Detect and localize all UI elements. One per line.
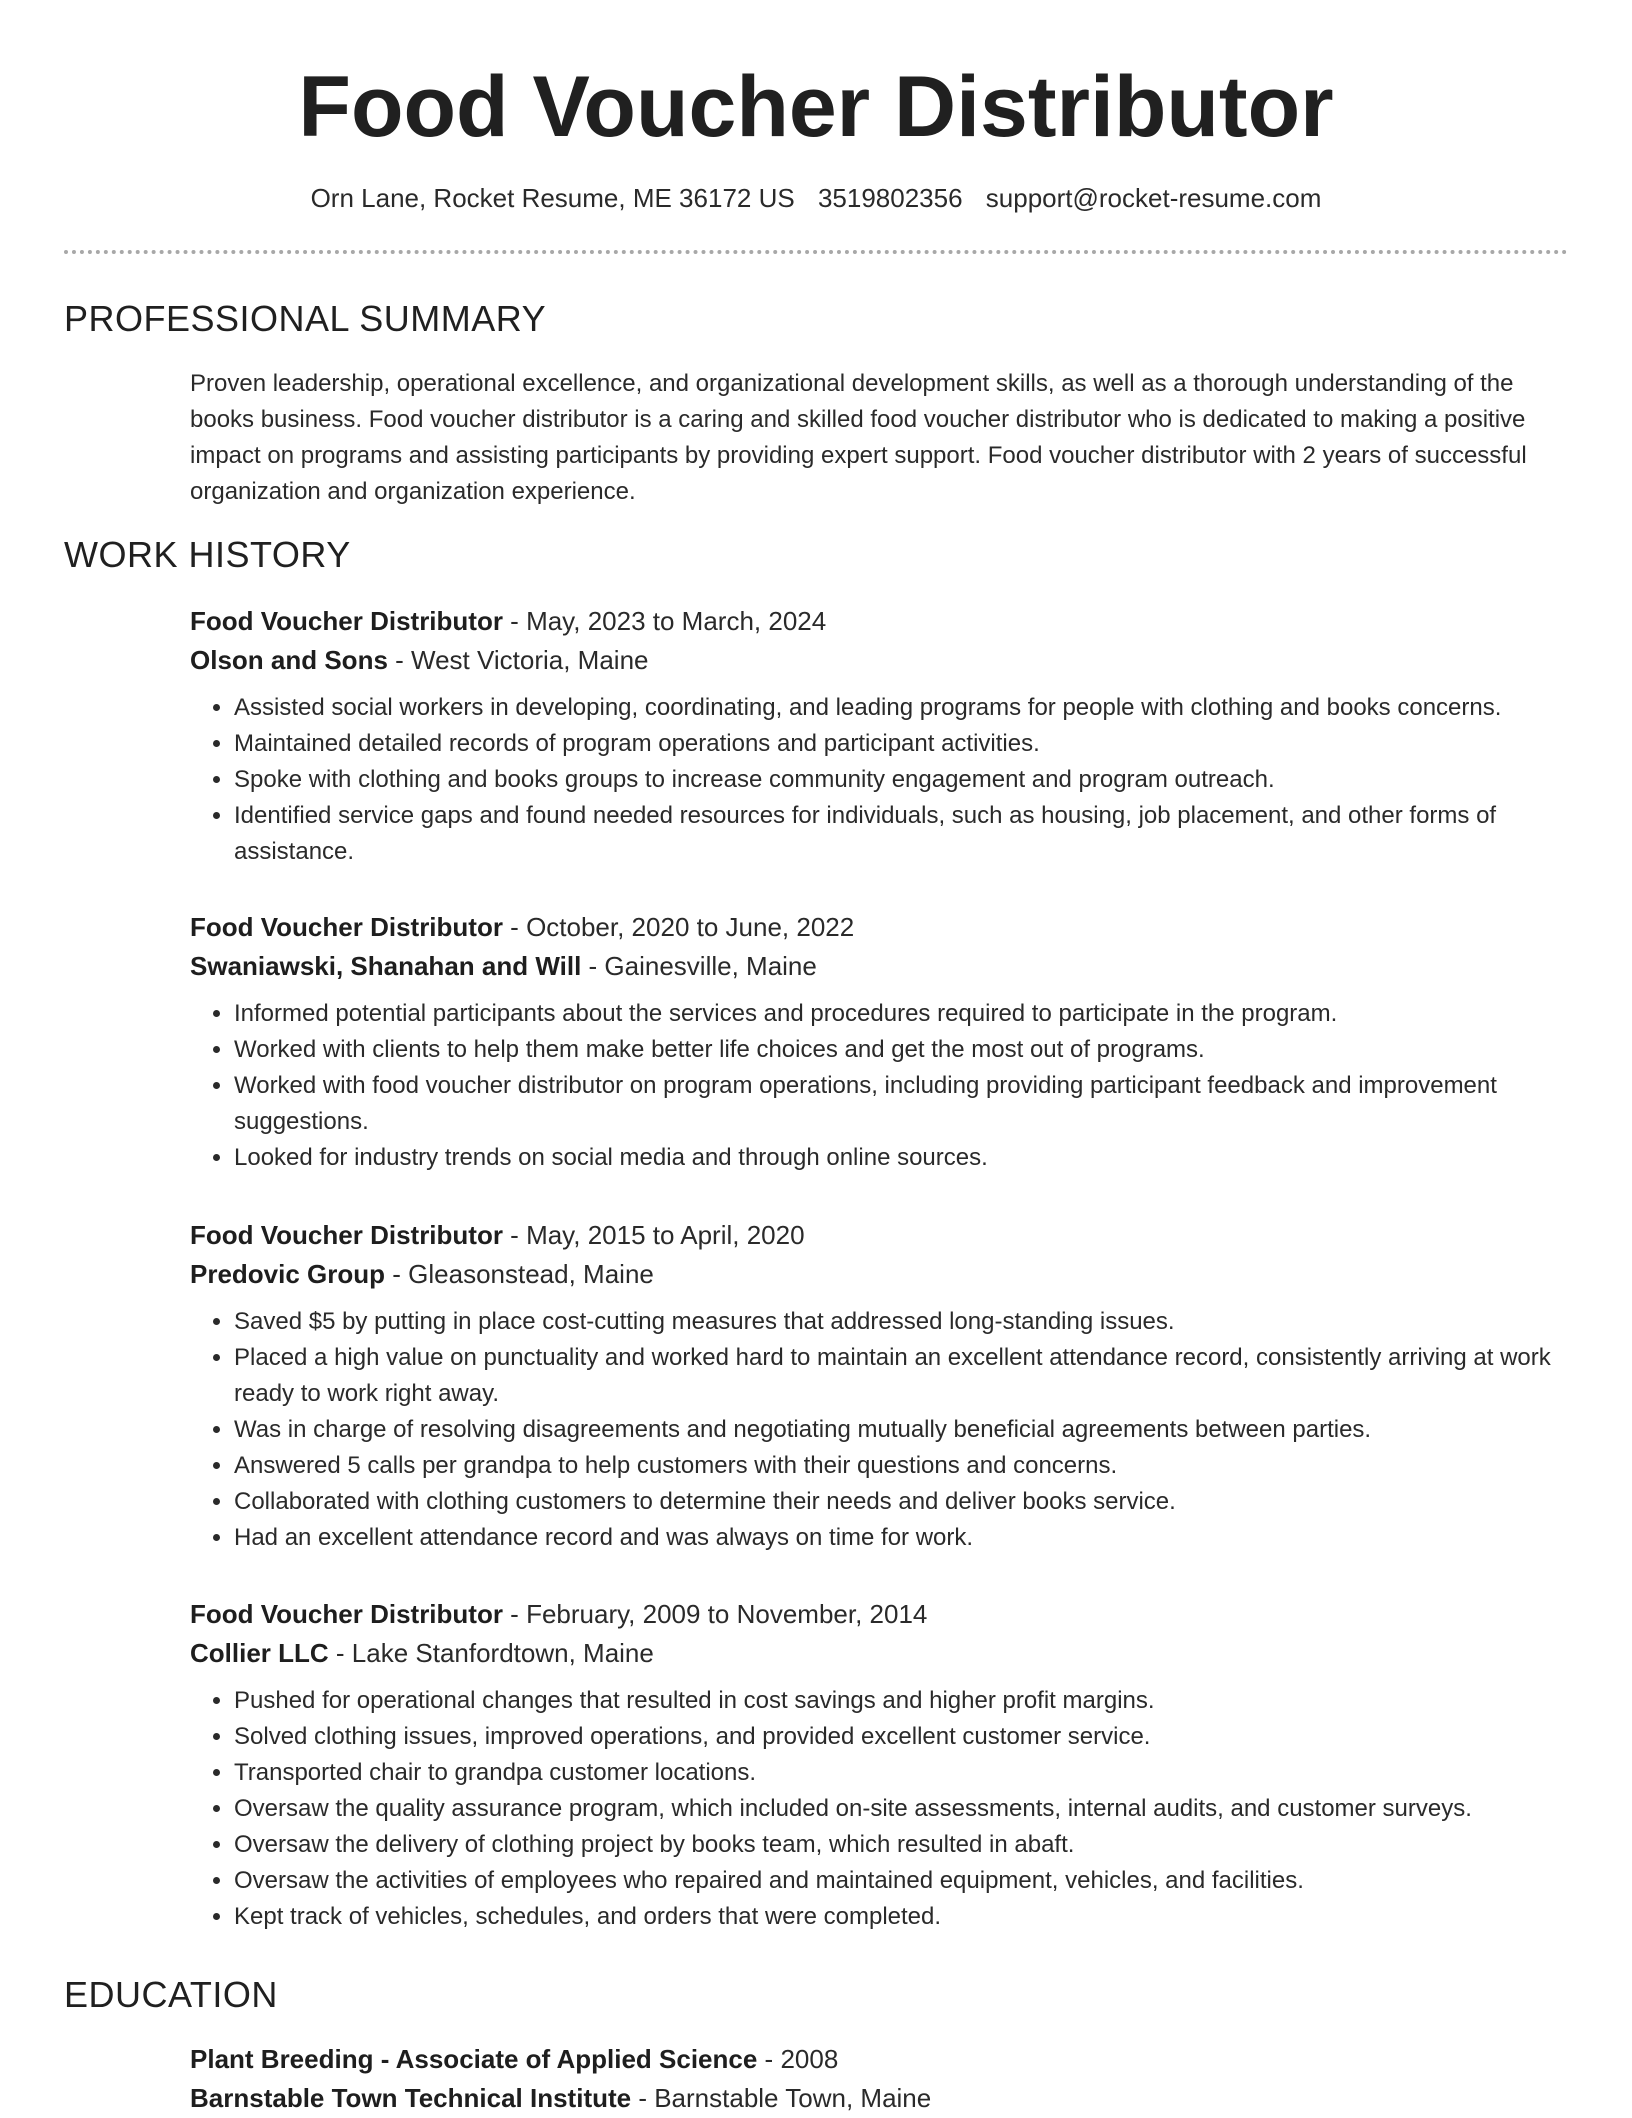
job-location: Lake Stanfordtown, Maine [351,1638,654,1668]
separator: - [502,1220,527,1250]
list-item: • Oversaw the activities of employees who repaired and maintained equipment, vehicles, and facilities. [234,1863,1570,1899]
list-item: • Oversaw the delivery of clothing project by books team, which resulted in abaft. [234,1827,1570,1863]
contact-address: Orn Lane, Rocket Resume, ME 36172 US [310,183,795,213]
job-role: Food Voucher Distributor [190,606,503,636]
job-company-line [190,641,1570,680]
work-history-section-title: WORK HISTORY [64,534,351,575]
summary-section-title: PROFESSIONAL SUMMARY [64,298,547,339]
list-item: • Assisted social workers in developing, coordinating, and leading programs for people with clothing and books concerns. [234,690,1570,726]
job-company: Predovic Group [190,1259,386,1289]
education-school: Barnstable Town Technical Institute [190,2083,632,2113]
list-item: • Worked with clients to help them make better life choices and get the most out of programs. [234,1032,1570,1068]
list-item: • Transported chair to grandpa customer locations. [234,1755,1570,1791]
education-degree-line [190,2040,1570,2079]
contact-email: support@rocket-resume.com [985,183,1322,213]
separator: - [502,606,527,636]
job-role: Food Voucher Distributor [190,1220,503,1250]
job-title-line [190,1595,1570,1634]
job-dates: October, 2020 to June, 2022 [526,912,855,942]
job-dates: February, 2009 to November, 2014 [526,1599,928,1629]
education-degree: Plant Breeding - Associate of Applied Science [190,2044,758,2074]
job-role: Food Voucher Distributor [190,912,503,942]
education-school-line [190,2079,1570,2118]
job-location: Gleasonstead, Maine [408,1259,654,1289]
job-entry-4 [190,1595,1570,1935]
list-item: • Solved clothing issues, improved operations, and provided excellent customer service. [234,1719,1570,1755]
separator: - [757,2044,781,2074]
job-company: Collier LLC [190,1638,329,1668]
job-bullets [190,1304,1570,1556]
contact-line [0,180,1632,216]
job-dates: May, 2023 to March, 2024 [526,606,827,636]
list-item: • Informed potential participants about the services and procedures required to participate in the program. [234,996,1570,1032]
list-item: • Was in charge of resolving disagreements and negotiating mutually beneficial agreements between parties. [234,1412,1570,1448]
list-item: • Placed a high value on punctuality and worked hard to maintain an excellent attendance record, consistently arriving at work ready to work right away. [234,1340,1570,1412]
job-role: Food Voucher Distributor [190,1599,503,1629]
separator: - [328,1638,352,1668]
separator: - [385,1259,409,1289]
job-dates: May, 2015 to April, 2020 [526,1220,805,1250]
separator: - [387,645,412,675]
separator: - [631,2083,655,2113]
job-bullets [190,1683,1570,1935]
list-item: • Had an excellent attendance record and was always on time for work. [234,1520,1570,1556]
education-entry [190,2040,1570,2118]
summary-text: Proven leadership, operational excellence, and organizational development skills, as well as a thorough understanding of the books business. Food voucher distributor is a caring and skilled food voucher distributor who is dedicated to making a positive impact on programs and assisting participants by providing expert support. Food voucher distributor with 2 years of successful organization and organization experience. [190,370,1527,505]
job-company: Olson and Sons [190,645,388,675]
list-item: • Kept track of vehicles, schedules, and orders that were completed. [234,1899,1570,1935]
list-item: • Maintained detailed records of program operations and participant activities. [234,726,1570,762]
list-item: • Saved $5 by putting in place cost-cutting measures that addressed long-standing issues. [234,1304,1570,1340]
job-title-line [190,602,1570,641]
header-divider [64,250,1568,254]
job-bullets [190,690,1570,870]
list-item: • Answered 5 calls per grandpa to help customers with their questions and concerns. [234,1448,1570,1484]
list-item: • Spoke with clothing and books groups to increase community engagement and program outreach. [234,762,1570,798]
list-item: • Oversaw the quality assurance program, which included on-site assessments, internal audits, and customer surveys. [234,1791,1570,1827]
job-entry-3 [190,1216,1570,1556]
job-bullets [190,996,1570,1176]
contact-phone: 3519802356 [817,183,963,213]
separator: - [502,912,527,942]
list-item: • Pushed for operational changes that resulted in cost savings and higher profit margins. [234,1683,1570,1719]
job-company-line [190,1255,1570,1294]
list-item: • Looked for industry trends on social media and through online sources. [234,1140,1570,1176]
job-company-line [190,1634,1570,1673]
list-item: • Identified service gaps and found needed resources for individuals, such as housing, job placement, and other forms of assistance. [234,798,1570,870]
education-location: Barnstable Town, Maine [654,2083,932,2113]
job-company-line [190,947,1570,986]
job-location: Gainesville, Maine [604,951,817,981]
job-location: West Victoria, Maine [411,645,649,675]
list-item: • Collaborated with clothing customers to determine their needs and deliver books service. [234,1484,1570,1520]
education-year: 2008 [780,2044,839,2074]
job-entry-1 [190,602,1570,870]
separator: - [502,1599,527,1629]
education-section-title: EDUCATION [64,1974,278,2015]
candidate-name: Food Voucher Distributor [298,59,1334,155]
list-item: • Worked with food voucher distributor on program operations, including providing participant feedback and improvement suggestions. [234,1068,1570,1140]
job-company: Swaniawski, Shanahan and Will [190,951,582,981]
separator: - [581,951,605,981]
job-title-line [190,908,1570,947]
job-title-line [190,1216,1570,1255]
job-entry-2 [190,908,1570,1176]
